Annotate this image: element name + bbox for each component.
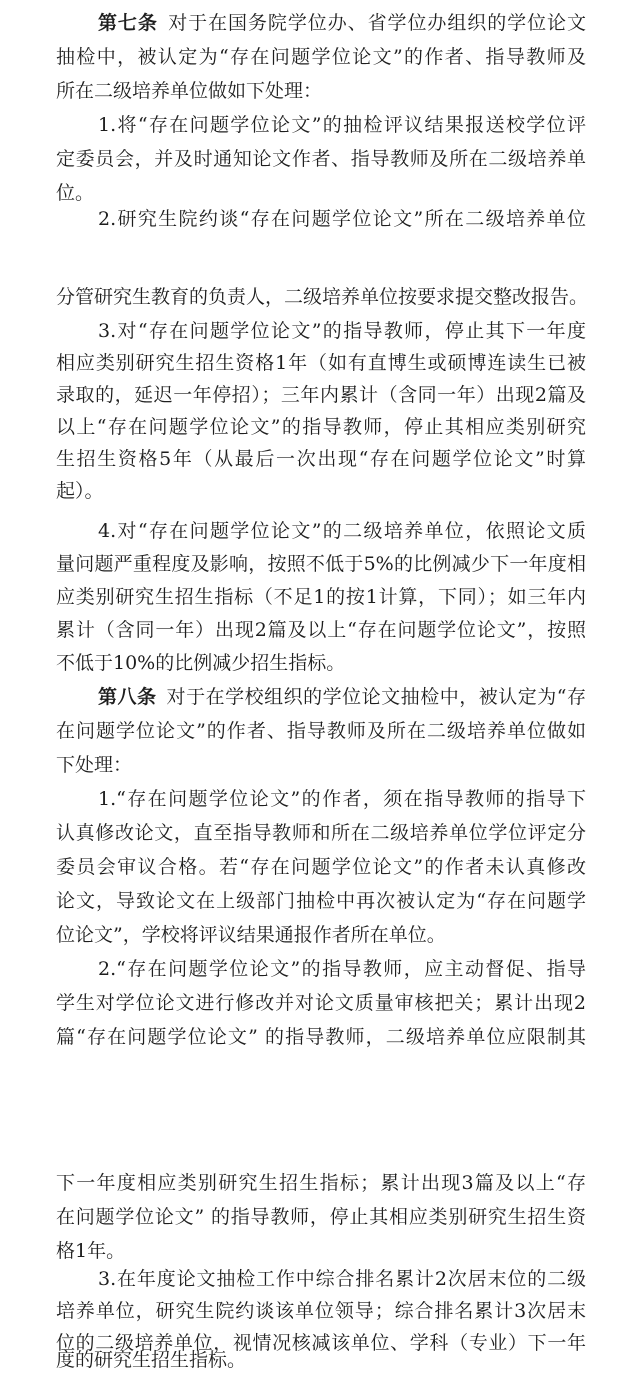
article8-text: 对于在学校组织的学位论文抽检中，被认定为“存 — [166, 686, 586, 708]
article8-item-2: 下一年度相应类别研究生招生指标；累计出现3篇及以上“存 — [56, 1172, 586, 1194]
article7-item-4: 量问题严重程度及影响，按照不低于5%的比例减少下一年度相 — [56, 553, 586, 575]
article7-item-3: 录取的，延迟一年停招）；三年内累计（含同一年）出现2篇及 — [56, 384, 586, 406]
article7-text: 抽检中，被认定为“存在问题学位论文”的作者、指导教师及 — [56, 46, 586, 68]
article8-first-line — [98, 680, 586, 714]
article8-item-2: 篇“存在问题学位论文” 的指导教师，二级培养单位应限制其 — [56, 1026, 586, 1048]
article7-first-line — [98, 6, 586, 40]
article7-item-1: 位。 — [56, 182, 95, 204]
article7-item-1: 定委员会，并及时通知论文作者、指导教师及所在二级培养单 — [56, 148, 586, 170]
article7-item-3: 相应类别研究生招生资格1年（如有直博生或硕博连读生已被 — [56, 352, 586, 374]
article8-text: 在问题学位论文”的作者、指导教师及所在二级培养单位做如 — [56, 720, 586, 742]
article8-item-2: 学生对学位论文进行修改并对论文质量审核把关；累计出现2 — [56, 992, 586, 1014]
article8-item-3: 度的研究生招生指标。 — [56, 1349, 247, 1371]
article8-item-2: 在问题学位论文” 的指导教师，停止其相应类别研究生招生资 — [56, 1206, 586, 1228]
article7-item-4: 不低于10%的比例减少招生指标。 — [56, 652, 346, 674]
article8-item-2: 2.“存在问题学位论文”的指导教师，应主动督促、指导 — [98, 958, 586, 980]
article8-item-1: 论文，导致论文在上级部门抽检中再次被认定为“存在问题学 — [56, 890, 586, 912]
article7-item-4: 累计（含同一年）出现2篇及以上“存在问题学位论文”，按照 — [56, 619, 586, 641]
article7-text: 对于在国务院学位办、省学位办组织的学位论文 — [167, 12, 586, 34]
article7-item-1: 1.将“存在问题学位论文”的抽检评议结果报送校学位评 — [98, 114, 586, 136]
article7-item-3: 以上“存在问题学位论文”的指导教师，停止其相应类别研究 — [56, 416, 586, 438]
article7-item-3: 起）。 — [56, 480, 104, 502]
article8-item-1: 位论文”，学校将评议结果通报作者所在单位。 — [56, 924, 446, 946]
article8-item-2: 格1年。 — [56, 1240, 126, 1262]
article8-item-1: 1.“存在问题学位论文”的作者，须在指导教师的指导下 — [98, 788, 586, 810]
article7-item-4: 4.对“存在问题学位论文”的二级培养单位，依照论文质 — [98, 520, 586, 542]
article8-item-3: 培养单位，研究生院约谈该单位领导；综合排名累计3次居末 — [56, 1300, 586, 1322]
article7-item-3: 生招生资格5年（从最后一次出现“存在问题学位论文”时算 — [56, 448, 586, 470]
article8-item-3: 位的二级培养单位，视情况核减该单位、学科（专业）下一年 — [56, 1332, 586, 1354]
article8-item-1: 委员会审议合格。若“存在问题学位论文”的作者未认真修改 — [56, 856, 586, 878]
article7-item-2: 2.研究生院约谈“存在问题学位论文”所在二级培养单位 — [98, 208, 586, 230]
article8-item-3: 3.在年度论文抽检工作中综合排名累计2次居末位的二级 — [98, 1268, 586, 1290]
article7-text: 所在二级培养单位做如下处理： — [56, 80, 323, 102]
article8-heading: 第八条 — [98, 686, 157, 708]
article8-text: 下处理： — [56, 754, 133, 776]
article7-heading: 第七条 — [98, 12, 158, 34]
article7-item-4: 应类别研究生招生指标（不足1的按1计算，下同）；如三年内 — [56, 586, 586, 608]
article8-item-1: 认真修改论文，直至指导教师和所在二级培养单位学位评定分 — [56, 822, 586, 844]
article7-item-2: 分管研究生教育的负责人，二级培养单位按要求提交整改报告。 — [56, 286, 589, 308]
article7-item-3: 3.对“存在问题学位论文”的指导教师，停止其下一年度 — [98, 320, 586, 342]
